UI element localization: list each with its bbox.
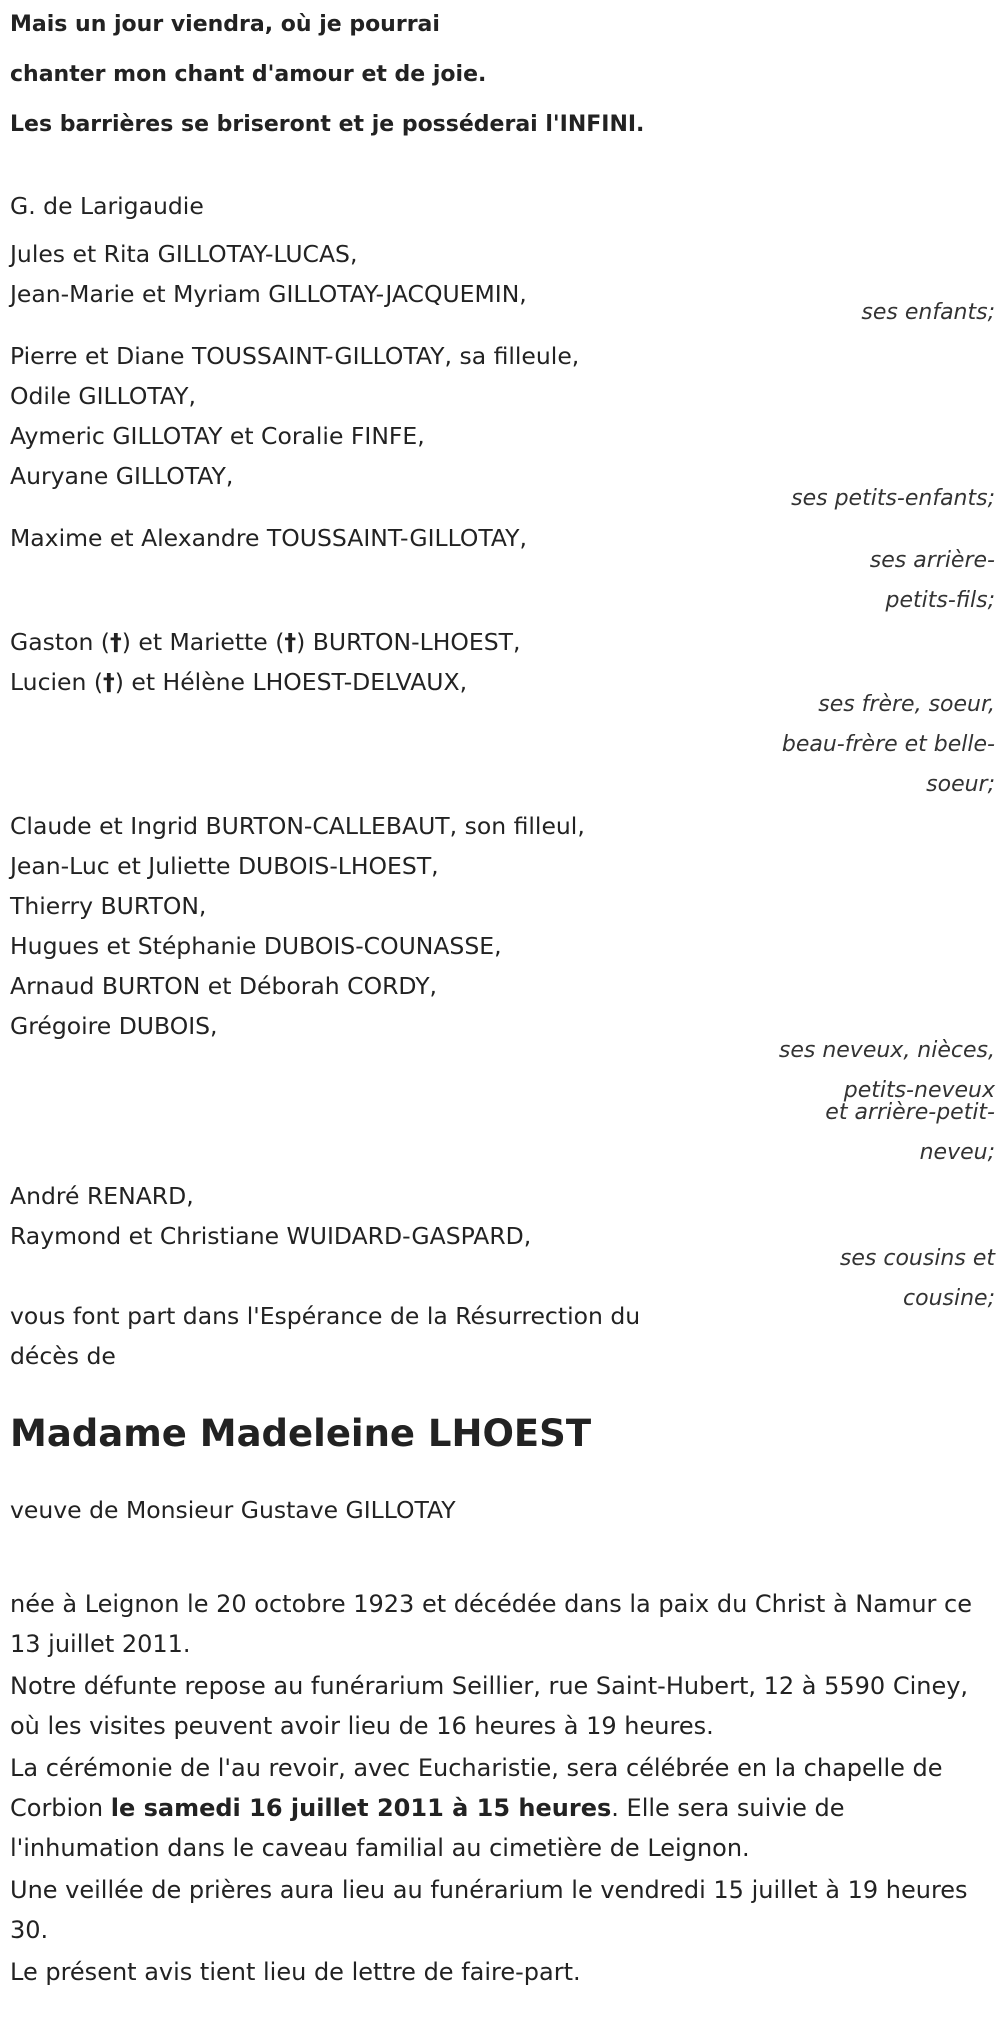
nephews-relation: ses neveux, nièces, bbox=[778, 1038, 995, 1063]
siblings-relation: soeur; bbox=[926, 772, 995, 797]
funerarium-paragraph: Notre défunte repose au funérarium Seillier, rue Saint-Hubert, 12 à 5590 Ciney, où les visites peuvent avoir lieu de 16 heures à 19 heures. bbox=[10, 1672, 969, 1740]
widow-of: veuve de Monsieur Gustave GILLOTAY bbox=[10, 1496, 456, 1524]
dagger-icon: † bbox=[284, 628, 297, 656]
grandchildren-name: Pierre et Diane TOUSSAINT-GILLOTAY, sa filleule, bbox=[10, 342, 580, 370]
nephews-name: Claude et Ingrid BURTON-CALLEBAUT, son filleul, bbox=[10, 812, 585, 840]
announcement-line: vous font part dans l'Espérance de la Résurrection du bbox=[10, 1302, 641, 1330]
nephews-name: Grégoire DUBOIS, bbox=[10, 1012, 218, 1040]
grandchildren-name: Odile GILLOTAY, bbox=[10, 382, 196, 410]
great-grandchildren-relation: ses arrière- bbox=[869, 548, 995, 573]
ceremony-paragraph: La cérémonie de l'au revoir, avec Eucharistie, sera célébrée en la chapelle de Corbion le samedi 16 juillet 2011 à 15 heures. Elle sera suivie de l'inhumation dans le caveau familial au cimetière de Leignon. bbox=[10, 1754, 943, 1862]
vigil-paragraph: Une veillée de prières aura lieu au funérarium le vendredi 15 juillet à 19 heures 30. bbox=[10, 1876, 968, 1944]
poem-line: Mais un jour viendra, où je pourrai bbox=[10, 12, 440, 37]
deceased-name: Madame Madeleine LHOEST bbox=[10, 1412, 592, 1455]
great-grandchildren-relation: petits-fils; bbox=[885, 588, 995, 613]
dagger-icon: † bbox=[103, 668, 115, 696]
grandchildren-name: Aymeric GILLOTAY et Coralie FINFE, bbox=[10, 422, 425, 450]
nephews-name: Arnaud BURTON et Déborah CORDY, bbox=[10, 972, 438, 1000]
nephews-relation: petits-neveux bbox=[843, 1078, 995, 1103]
siblings-relation: beau-frère et belle- bbox=[781, 732, 995, 757]
great-grandchildren-name: Maxime et Alexandre TOUSSAINT-GILLOTAY, bbox=[10, 524, 527, 552]
cousins-relation: cousine; bbox=[903, 1286, 995, 1311]
children-relation: ses enfants; bbox=[861, 300, 995, 325]
siblings-name: Lucien (†) et Hélène LHOEST-DELVAUX, bbox=[10, 668, 468, 696]
dagger-icon: † bbox=[109, 628, 122, 656]
nephews-name: Jean-Luc et Juliette DUBOIS-LHOEST, bbox=[10, 852, 439, 880]
cousins-relation: ses cousins et bbox=[839, 1246, 995, 1271]
nephews-relation: neveu; bbox=[919, 1140, 995, 1165]
cousins-name: André RENARD, bbox=[10, 1182, 194, 1210]
poem-line: Les barrières se briseront et je posséderai l'INFINI. bbox=[10, 112, 645, 137]
grandchildren-name: Auryane GILLOTAY, bbox=[10, 462, 234, 490]
nephews-name: Thierry BURTON, bbox=[10, 892, 207, 920]
announcement-line: décès de bbox=[10, 1342, 116, 1370]
ceremony-date: le samedi 16 juillet 2011 à 15 heures bbox=[110, 1794, 612, 1822]
birth-death-paragraph: née à Leignon le 20 octobre 1923 et décédée dans la paix du Christ à Namur ce 13 juillet 2011. bbox=[10, 1590, 972, 1658]
grandchildren-relation: ses petits-enfants; bbox=[791, 486, 995, 511]
children-name: Jean-Marie et Myriam GILLOTAY-JACQUEMIN, bbox=[10, 280, 527, 308]
siblings-name: Gaston (†) et Mariette (†) BURTON-LHOEST, bbox=[10, 628, 521, 656]
siblings-relation: ses frère, soeur, bbox=[818, 692, 995, 717]
children-name: Jules et Rita GILLOTAY-LUCAS, bbox=[10, 240, 358, 268]
notice-paragraph: Le présent avis tient lieu de lettre de faire-part. bbox=[10, 1958, 581, 1986]
poem-line: chanter mon chant d'amour et de joie. bbox=[10, 62, 487, 87]
poem-author: G. de Larigaudie bbox=[10, 192, 204, 220]
nephews-relation: et arrière-petit- bbox=[825, 1100, 995, 1125]
nephews-name: Hugues et Stéphanie DUBOIS-COUNASSE, bbox=[10, 932, 502, 960]
cousins-name: Raymond et Christiane WUIDARD-GASPARD, bbox=[10, 1222, 532, 1250]
